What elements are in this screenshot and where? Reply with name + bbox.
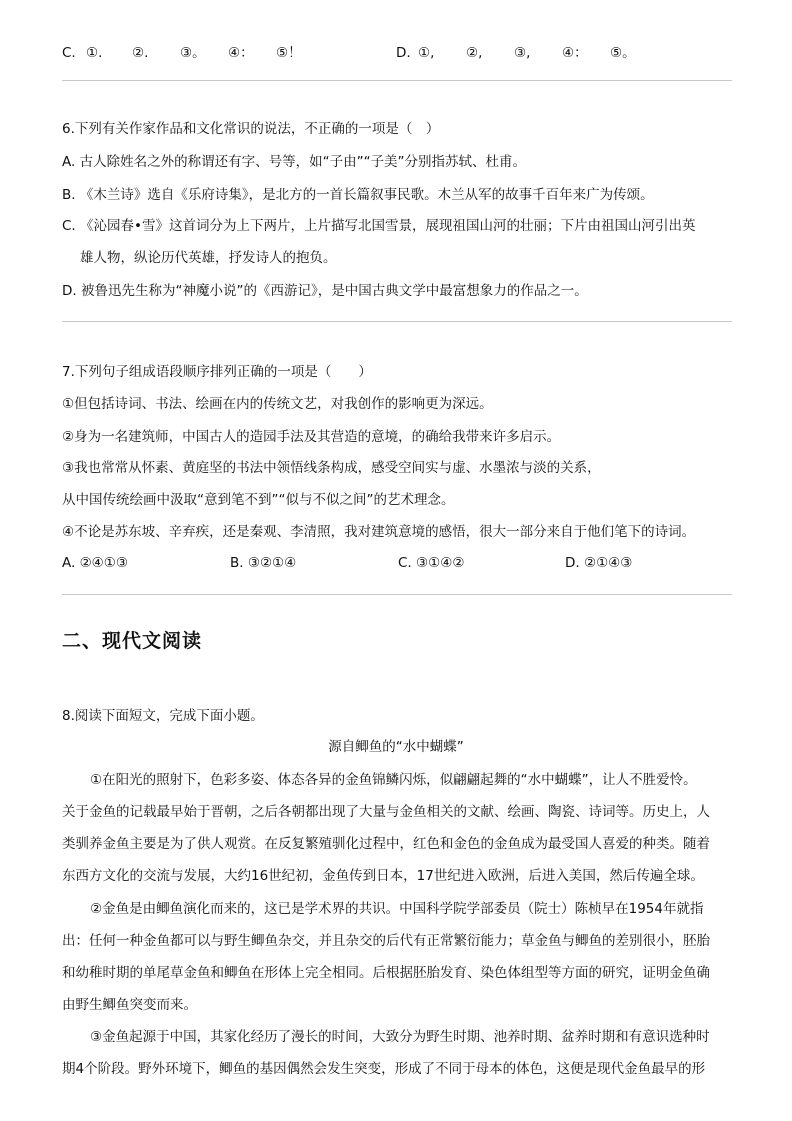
divider xyxy=(62,594,732,595)
passage-line: ①在阳光的照射下，色彩多姿、体态各异的金鱼锦鳞闪烁，似翩翩起舞的“水中蝴蝶”，让人不胜爱怜。 xyxy=(90,772,697,788)
q6-option-a[interactable]: A. 古人除姓名之外的称谓还有字、号等，如“子由”“子美”分别指苏轼、杜甫。 xyxy=(62,154,527,170)
q5-option-c-item: ⑤！ xyxy=(276,45,302,61)
passage-line: 和幼稚时期的单尾草金鱼和鲫鱼在形体上完全相同。后根据胚胎发育、染色体组型等方面的研究，证明金鱼确 xyxy=(62,965,710,981)
q5-option-d-item: ①, xyxy=(418,45,435,61)
q5-option-c-label[interactable]: C. xyxy=(62,45,76,61)
q7-option-d[interactable]: D. ②①④③ xyxy=(565,555,633,571)
q6-stem: 6.下列有关作家作品和文化常识的说法，不正确的一项是（ ） xyxy=(62,121,440,137)
divider xyxy=(62,80,732,81)
q5-option-d-item: ④： xyxy=(562,45,588,61)
q5-option-d-item: ⑤。 xyxy=(610,45,636,61)
q6-option-b[interactable]: B. 《木兰诗》选自《乐府诗集》，是北方的一首长篇叙事民歌。木兰从军的故事千百年来广为传颂。 xyxy=(62,187,654,203)
q7-option-c[interactable]: C. ③①④② xyxy=(398,555,465,571)
q7-stem: 7.下列句子组成语段顺序排列正确的一项是（ ） xyxy=(62,364,372,380)
passage-line: 出：任何一种金鱼都可以与野生鲫鱼杂交，并且杂交的后代有正常繁衍能力；草金鱼与鲫鱼的差别很小，胚胎 xyxy=(62,933,710,949)
passage-line: ②金鱼是由鲫鱼演化而来的，这已是学术界的共识。中国科学院学部委员（院士）陈桢早在1954年就指 xyxy=(90,901,704,917)
q6-option-c[interactable]: C. 《沁园春•雪》这首词分为上下两片，上片描写北国雪景，展现祖国山河的壮丽；下片由祖国山河引出英 xyxy=(62,218,696,234)
q8-stem: 8.阅读下面短文，完成下面小题。 xyxy=(62,708,264,724)
passage-line: 由野生鲫鱼突变而来。 xyxy=(62,997,197,1013)
q6-option-d[interactable]: D. 被鲁迅先生称为“神魔小说”的《西游记》，是中国古典文学中最富想象力的作品之一。 xyxy=(62,283,588,299)
passage-line: 关于金鱼的记载最早始于晋朝，之后各朝都出现了大量与金鱼相关的文献、绘画、陶瓷、诗词等。历史上，人 xyxy=(62,804,710,820)
q7-sentence-4: ④不论是苏东坡、辛弃疾，还是秦观、李清照，我对建筑意境的感悟，很大一部分来自于他们笔下的诗词。 xyxy=(62,524,696,540)
q7-sentence-1: ①但包括诗词、书法、绘画在内的传统文艺，对我创作的影响更为深远。 xyxy=(62,396,493,412)
q5-option-c-item: ①. xyxy=(86,45,103,61)
q7-sentence-2: ②身为一名建筑师，中国古人的造园手法及其营造的意境，的确给我带来许多启示。 xyxy=(62,429,561,445)
passage-line: 类驯养金鱼主要是为了供人观赏。在反复繁殖驯化过程中，红色和金色的金鱼成为最受国人喜爱的种类。随着 xyxy=(62,836,710,852)
q5-option-c-item: ③。 xyxy=(180,45,206,61)
passage-line: 期4个阶段。野外环境下，鲫鱼的基因偶然会发生突变，形成了不同于母本的体色，这便是现代金鱼最早的形 xyxy=(62,1061,706,1077)
passage-line: 东西方文化的交流与发展，大约16世纪初，金鱼传到日本，17世纪进入欧洲，后进入美国，然后传遍全球。 xyxy=(62,868,704,884)
q7-option-b[interactable]: B. ③②①④ xyxy=(230,555,297,571)
divider xyxy=(62,321,732,322)
q5-option-d-item: ③, xyxy=(514,45,531,61)
q5-option-c-item: ④： xyxy=(228,45,254,61)
section-heading: 二、现代文阅读 xyxy=(62,630,203,652)
q5-option-c-item: ②. xyxy=(132,45,149,61)
q5-option-d-item: ②, xyxy=(466,45,483,61)
q6-option-c-continued: 雄人物，纵论历代英雄，抒发诗人的抱负。 xyxy=(80,250,337,266)
passage-line: ③金鱼起源于中国，其家化经历了漫长的时间，大致分为野生时期、池养时期、盆养时期和有意识选种时 xyxy=(90,1029,710,1045)
q7-sentence-3-continued: 从中国传统绘画中汲取“意到笔不到”“似与不似之间”的艺术理念。 xyxy=(62,492,455,508)
q5-option-d-label[interactable]: D. xyxy=(396,45,411,61)
passage-title: 源自鲫鱼的“水中蝴蝶” xyxy=(328,739,464,755)
q7-sentence-3: ③我也常常从怀素、黄庭坚的书法中领悟线条构成，感受空间实与虚、水墨浓与淡的关系， xyxy=(62,460,601,476)
q7-option-a[interactable]: A. ②④①③ xyxy=(62,555,128,571)
